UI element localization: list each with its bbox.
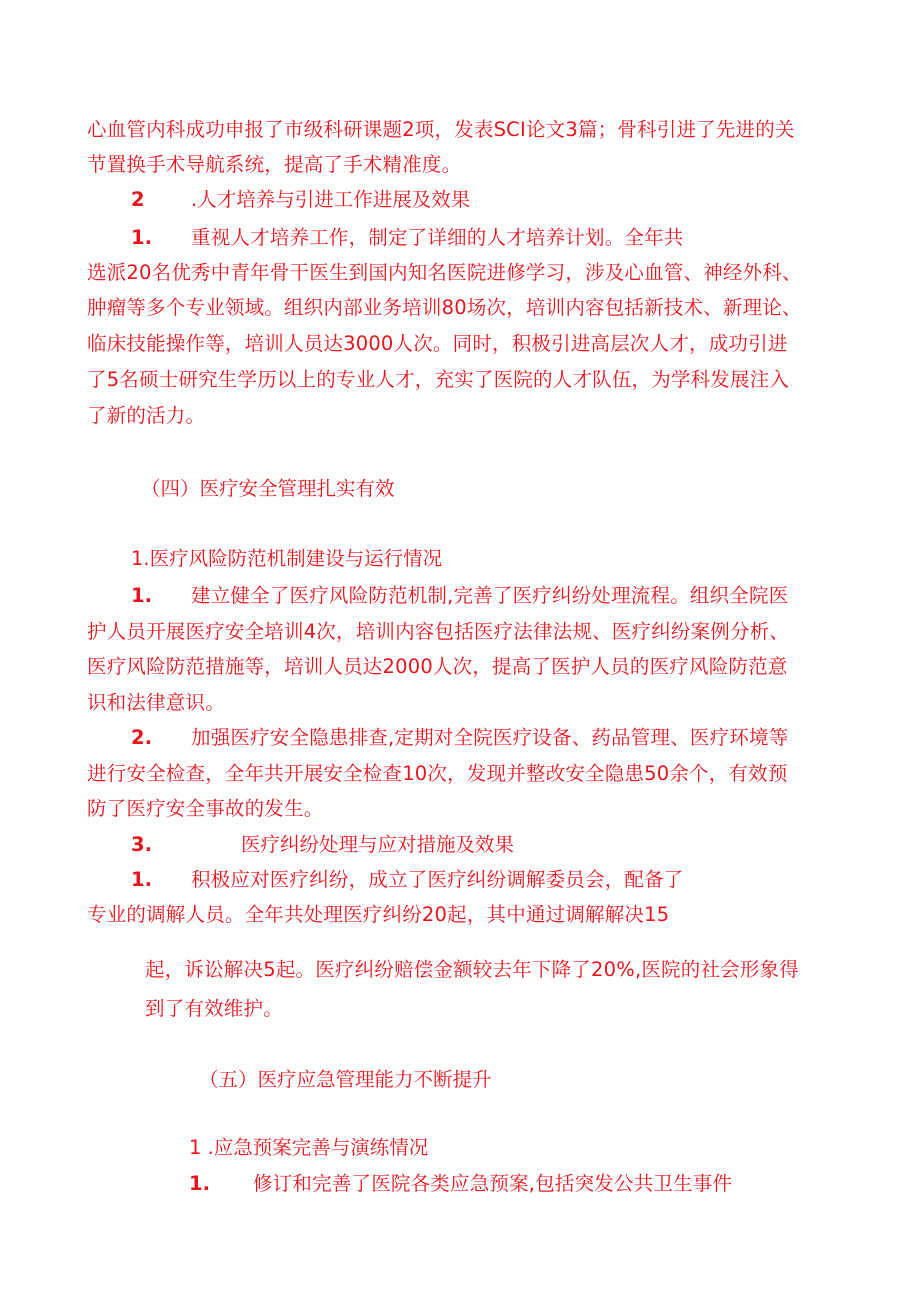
text-line: 心血管内科成功申报了市级科研课题2项，发表SCI论文3篇；骨科引进了先进的关 (87, 118, 795, 141)
text-line: 进行安全检查，全年共开展安全检查10次，发现并整改安全隐患50余个，有效预 (87, 762, 788, 785)
list-number: 1. (131, 868, 152, 891)
section-heading: .人才培养与引进工作进展及效果 (191, 188, 471, 211)
text-line: 识和法律意识。 (87, 691, 225, 714)
list-number: 2. (131, 726, 152, 749)
text-line: 积极应对医疗纠纷，成立了医疗纠纷调解委员会，配备了 (191, 868, 684, 891)
text-line: 选派20名优秀中青年骨干医生到国内知名医院进修学习，涉及心血管、神经外科、 (87, 261, 802, 284)
section-heading: （四）医疗安全管理扎实有效 (141, 477, 395, 500)
text-line: 专业的调解人员。全年共处理医疗纠纷20起，其中通过调解解决15 (87, 903, 670, 926)
text-line: 防了医疗安全事故的发生。 (87, 797, 324, 820)
text-line: 医疗风险防范措施等，培训人员达2000人次，提高了医护人员的医疗风险防范意 (87, 655, 788, 678)
subsection-heading: 1 .应急预案完善与演练情况 (189, 1136, 429, 1159)
text-line: 肿瘤等多个专业领域。组织内部业务培训80场次，培训内容包括新技术、新理论、 (87, 296, 802, 319)
text-line: 修订和完善了医院各类应急预案,包括突发公共卫生事件 (253, 1172, 733, 1195)
text-line: 加强医疗安全隐患排查,定期对全院医疗设备、药品管理、医疗环境等 (191, 726, 789, 749)
list-number: 2 (131, 188, 145, 211)
text-line: 建立健全了医疗风险防范机制,完善了医疗纠纷处理流程。组织全院医 (191, 584, 789, 607)
text-line: 临床技能操作等，培训人员达3000人次。同时，积极引进高层次人才，成功引进 (87, 332, 788, 355)
list-number: 1. (189, 1172, 210, 1195)
text-line: 重视人才培养工作，制定了详细的人才培养计划。全年共 (191, 226, 684, 249)
list-number: 1. (131, 226, 152, 249)
list-number: 3. (131, 833, 152, 856)
text-line: 护人员开展医疗安全培训4次，培训内容包括医疗法律法规、医疗纠纷案例分析、 (87, 620, 790, 643)
list-number: 1. (131, 584, 152, 607)
section-heading: （五）医疗应急管理能力不断提升 (199, 1068, 492, 1091)
text-line: 起，诉讼解决5起。医疗纠纷赔偿金额较去年下降了20%,医院的社会形象得 (145, 958, 799, 981)
subsection-heading: 1.医疗风险防范机制建设与运行情况 (131, 547, 443, 570)
text-line: 节置换手术导航系统，提高了手术精准度。 (87, 153, 462, 176)
subsection-heading: 医疗纠纷处理与应对措施及效果 (241, 833, 515, 856)
text-line: 了5名硕士研究生学历以上的专业人才，充实了医院的人才队伍，为学科发展注入 (87, 368, 790, 391)
text-line: 了新的活力。 (87, 404, 206, 427)
text-line: 到了有效维护。 (145, 997, 283, 1020)
